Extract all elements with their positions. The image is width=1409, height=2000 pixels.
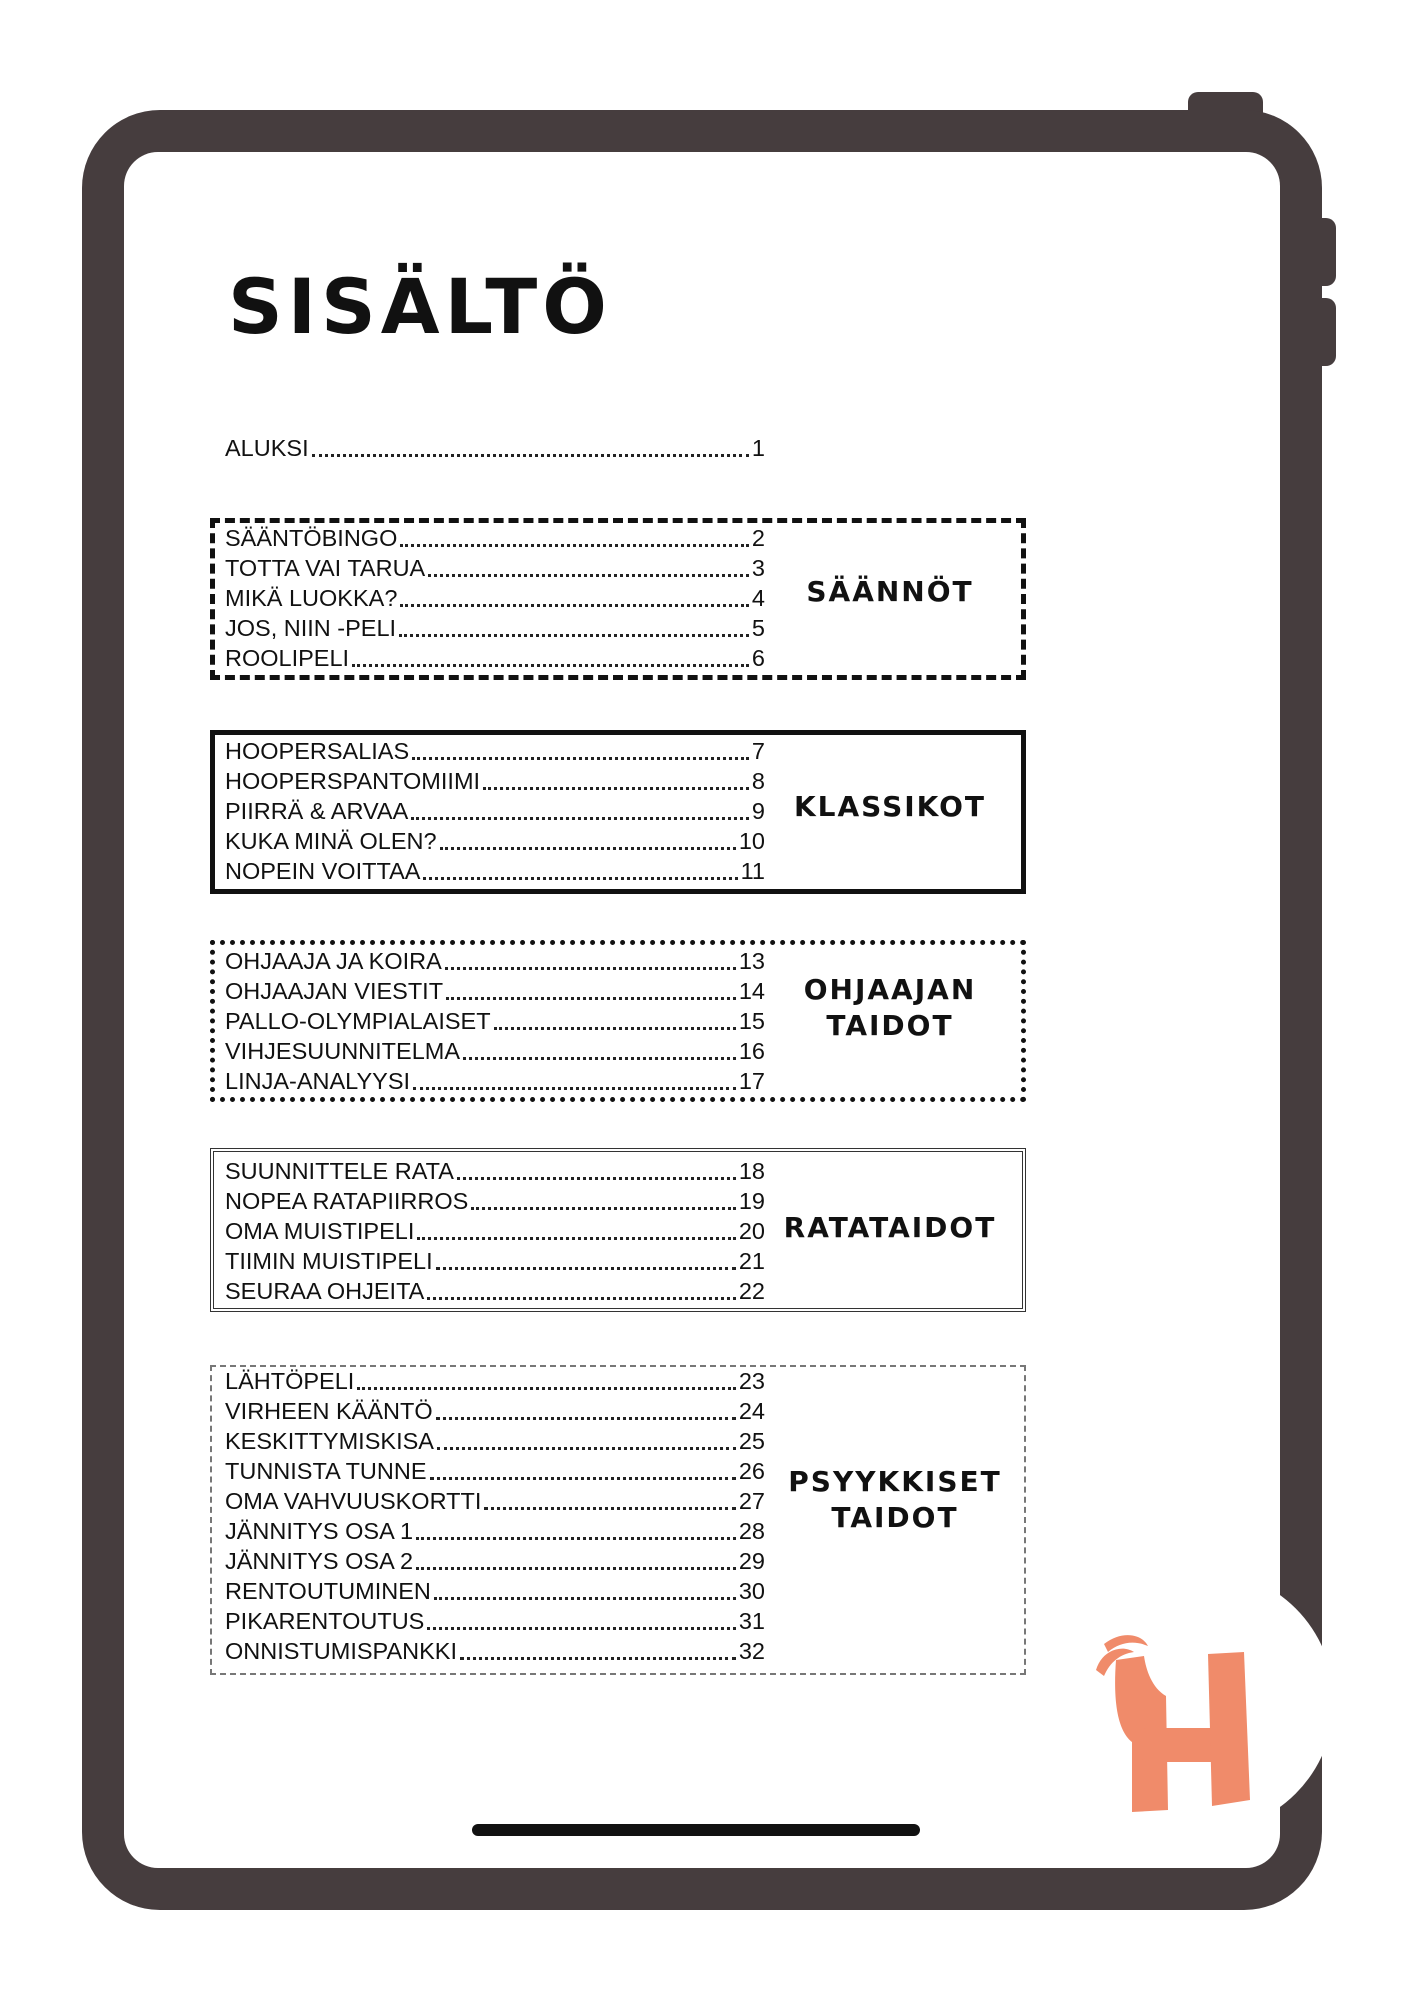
toc-entry-page: 15 — [738, 1008, 765, 1034]
toc-entry[interactable] — [225, 766, 765, 796]
toc-entry-label: NOPEA RATAPIIRROS — [225, 1188, 469, 1214]
toc-entry[interactable] — [225, 826, 765, 856]
dot-leader — [413, 1083, 736, 1090]
section-heading-mental-skills: PSYYKKISET TAIDOT — [788, 1465, 1002, 1534]
toc-entry[interactable] — [225, 946, 765, 976]
toc-entry[interactable] — [225, 1066, 765, 1096]
toc-entry[interactable] — [225, 976, 765, 1006]
dot-leader — [446, 993, 736, 1000]
dot-leader — [400, 540, 749, 547]
dot-leader — [427, 1293, 735, 1300]
toc-entry[interactable] — [225, 1546, 765, 1576]
toc-entry-page: 23 — [738, 1368, 765, 1394]
toc-entry-page: 26 — [738, 1458, 765, 1484]
toc-entry-page: 3 — [751, 555, 765, 581]
toc-entry[interactable] — [225, 643, 765, 673]
toc-entry-label: TOTTA VAI TARUA — [225, 555, 426, 581]
dot-leader — [445, 963, 736, 970]
toc-entry-label: SUUNNITTELE RATA — [225, 1158, 454, 1184]
toc-entry[interactable] — [225, 1636, 765, 1666]
dot-leader — [457, 1173, 736, 1180]
toc-entry-label: HOOPERSPANTOMIIMI — [225, 768, 481, 794]
dot-leader — [411, 813, 749, 820]
toc-entry-page: 1 — [751, 435, 765, 461]
toc-entry-label: MIKÄ LUOKKA? — [225, 585, 398, 611]
toc-entry-page: 24 — [738, 1398, 765, 1424]
toc-entry[interactable] — [225, 1186, 765, 1216]
dot-leader — [494, 1023, 736, 1030]
toc-entry[interactable] — [225, 1426, 765, 1456]
dot-leader — [437, 1443, 736, 1450]
section-heading-handler-skills: OHJAAJAN TAIDOT — [803, 973, 977, 1042]
dot-leader — [416, 1533, 736, 1540]
toc-entry-label: LÄHTÖPELI — [225, 1368, 355, 1394]
dot-leader — [417, 1233, 736, 1240]
toc-entry-label: OMA MUISTIPELI — [225, 1218, 415, 1244]
toc-entry-label: PIKARENTOUTUS — [225, 1608, 425, 1634]
toc-entry-page: 22 — [738, 1278, 765, 1304]
toc-entry[interactable] — [225, 1486, 765, 1516]
section-heading-course-skills: RATATAIDOT — [783, 1211, 997, 1244]
toc-entry[interactable] — [225, 1456, 765, 1486]
toc-entry[interactable] — [225, 1246, 765, 1276]
dot-leader — [427, 1623, 736, 1630]
toc-entry-label: PIIRRÄ & ARVAA — [225, 798, 409, 824]
toc-entry-page: 31 — [738, 1608, 765, 1634]
toc-entry[interactable] — [225, 1576, 765, 1606]
toc-entry-page: 19 — [738, 1188, 765, 1214]
toc-entry[interactable] — [225, 736, 765, 766]
toc-entry-label: VIHJESUUNNITELMA — [225, 1038, 461, 1064]
toc-entry[interactable] — [225, 796, 765, 826]
dot-leader — [399, 630, 749, 637]
dot-leader — [436, 1413, 736, 1420]
toc-entry-label: ONNISTUMISPANKKI — [225, 1638, 457, 1664]
section-heading-rules: SÄÄNNÖT — [806, 575, 974, 608]
toc-entry-page: 16 — [738, 1038, 765, 1064]
toc-entry-label: NOPEIN VOITTAA — [225, 858, 421, 884]
page-title: SISÄLTÖ — [228, 262, 612, 351]
toc-entry-page: 11 — [740, 858, 765, 884]
toc-entry-page: 6 — [751, 645, 765, 671]
toc-entry-label: OHJAAJAN VIESTIT — [225, 978, 444, 1004]
toc-entry-page: 9 — [751, 798, 765, 824]
toc-entry-page: 17 — [738, 1068, 765, 1094]
toc-entry-label: HOOPERSALIAS — [225, 738, 410, 764]
toc-entry-page: 32 — [738, 1638, 765, 1664]
toc-entry-page: 4 — [751, 585, 765, 611]
toc-entry-label: TIIMIN MUISTIPELI — [225, 1248, 433, 1274]
toc-entry-page: 13 — [738, 948, 765, 974]
toc-entry[interactable] — [225, 1396, 765, 1426]
toc-entry-page: 10 — [738, 828, 765, 854]
toc-entry-page: 28 — [738, 1518, 765, 1544]
toc-entry-label: SEURAA OHJEITA — [225, 1278, 425, 1304]
dot-leader — [412, 753, 749, 760]
toc-entry[interactable] — [225, 1276, 765, 1306]
toc-entry-label: VIRHEEN KÄÄNTÖ — [225, 1398, 433, 1424]
toc-entry-label: JOS, NIIN -PELI — [225, 615, 397, 641]
toc-entry-page: 8 — [751, 768, 765, 794]
toc-entry-label: TUNNISTA TUNNE — [225, 1458, 427, 1484]
toc-entry[interactable] — [225, 1156, 765, 1186]
toc-entry[interactable] — [225, 856, 765, 886]
toc-entry-label: KUKA MINÄ OLEN? — [225, 828, 437, 854]
toc-entry-label: KESKITTYMISKISA — [225, 1428, 434, 1454]
dot-leader — [400, 600, 749, 607]
dot-leader — [416, 1563, 736, 1570]
toc-entry-page: 5 — [751, 615, 765, 641]
toc-entry-label: PALLO-OLYMPIALAISET — [225, 1008, 491, 1034]
toc-entry-page: 30 — [738, 1578, 765, 1604]
toc-entry[interactable] — [225, 1606, 765, 1636]
toc-entry-page: 29 — [738, 1548, 765, 1574]
dot-leader — [484, 1503, 735, 1510]
toc-entry[interactable] — [225, 1036, 765, 1066]
toc-entry-page: 7 — [751, 738, 765, 764]
toc-entry-intro[interactable] — [225, 433, 765, 463]
toc-entry-page: 25 — [738, 1428, 765, 1454]
toc-entry[interactable] — [225, 613, 765, 643]
dot-leader — [436, 1263, 736, 1270]
toc-entry-label: LINJA-ANALYYSI — [225, 1068, 411, 1094]
dot-leader — [312, 450, 749, 457]
toc-entry[interactable] — [225, 1516, 765, 1546]
toc-entry[interactable] — [225, 583, 765, 613]
dot-leader — [440, 843, 736, 850]
toc-entry-page: 21 — [738, 1248, 765, 1274]
toc-entry-label: OMA VAHVUUSKORTTI — [225, 1488, 482, 1514]
dot-leader — [471, 1203, 736, 1210]
toc-entry[interactable] — [225, 553, 765, 583]
dot-leader — [357, 1383, 736, 1390]
home-indicator-bar — [472, 1824, 920, 1836]
section-heading-classics: KLASSIKOT — [793, 790, 987, 823]
toc-entry[interactable] — [225, 1006, 765, 1036]
toc-entry-label: ALUKSI — [225, 435, 309, 461]
toc-entry-label: JÄNNITYS OSA 2 — [225, 1548, 414, 1574]
toc-entry-page: 2 — [751, 525, 765, 551]
dot-leader — [483, 783, 749, 790]
dot-leader — [434, 1593, 736, 1600]
dot-leader — [430, 1473, 736, 1480]
toc-entry-page: 14 — [738, 978, 765, 1004]
toc-entry-page: 20 — [738, 1218, 765, 1244]
toc-entry[interactable] — [225, 1216, 765, 1246]
toc-entry-page: 27 — [738, 1488, 765, 1514]
dot-leader — [460, 1653, 736, 1660]
toc-entry[interactable] — [225, 523, 765, 553]
toc-entry[interactable] — [225, 1366, 765, 1396]
toc-entry-label: JÄNNITYS OSA 1 — [225, 1518, 414, 1544]
dot-leader — [428, 570, 749, 577]
hoopers-logo-icon — [1082, 1630, 1282, 1830]
toc-entry-label: OHJAAJA JA KOIRA — [225, 948, 442, 974]
dot-leader — [423, 873, 737, 880]
toc-entry-page: 18 — [738, 1158, 765, 1184]
toc-entry-label: ROOLIPELI — [225, 645, 350, 671]
dot-leader — [352, 660, 749, 667]
toc-entry-label: RENTOUTUMINEN — [225, 1578, 431, 1604]
toc-entry-label: SÄÄNTÖBINGO — [225, 525, 398, 551]
dot-leader — [463, 1053, 736, 1060]
